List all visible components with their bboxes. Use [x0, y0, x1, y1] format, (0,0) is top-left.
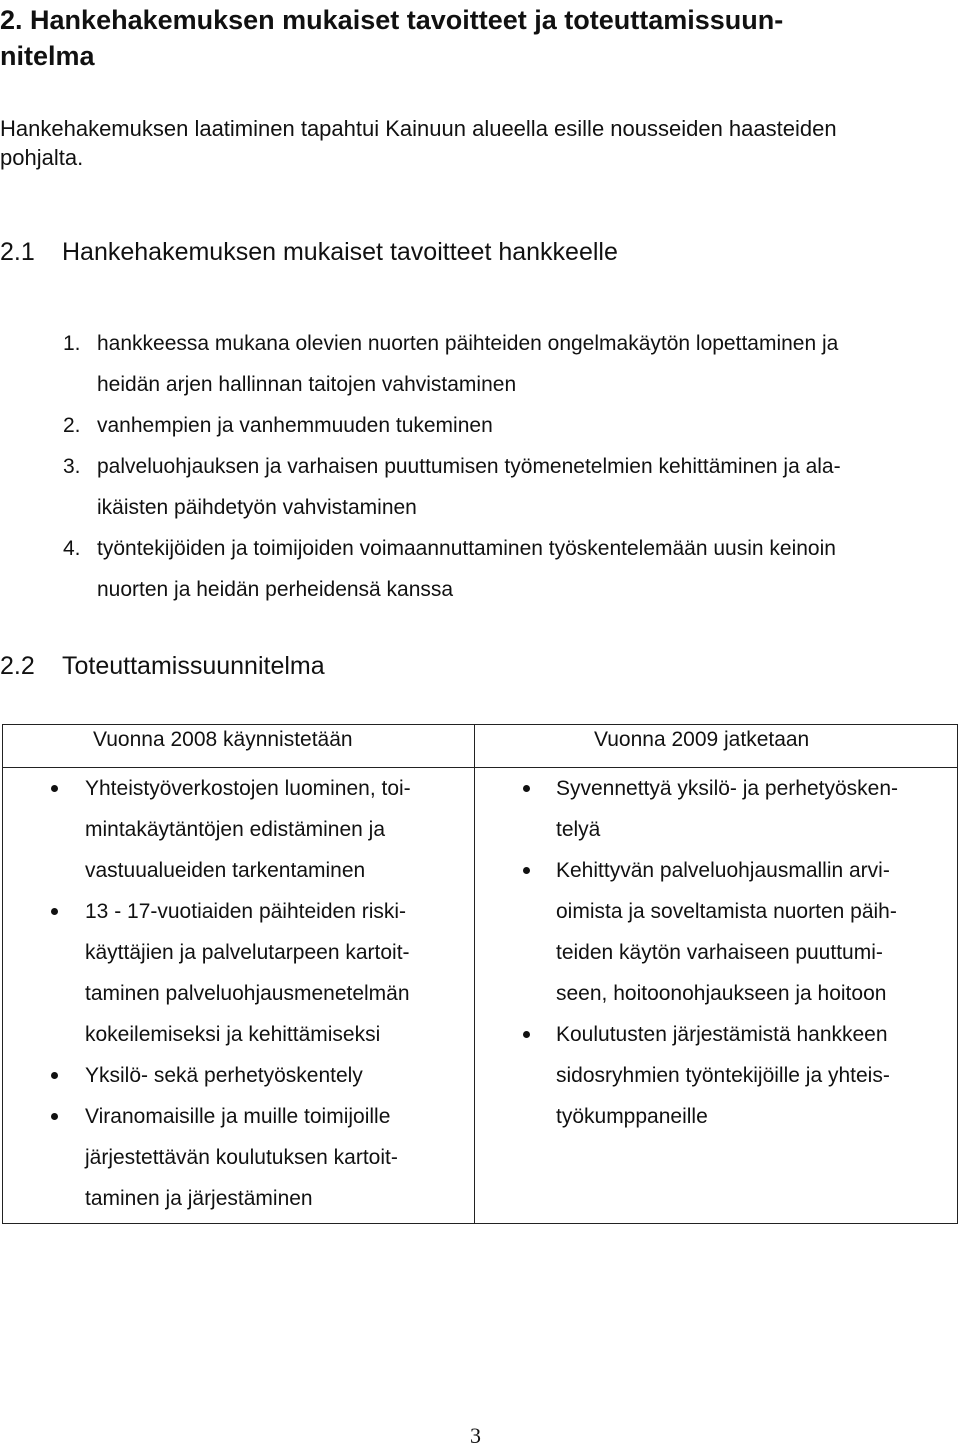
chapter-heading: [0, 2, 950, 74]
list-item-line: Viranomaisille ja muille toimijoille: [85, 1105, 391, 1128]
list-item-line: telyä: [556, 818, 601, 841]
list-item-line: Yksilö- sekä perhetyöskentely: [85, 1064, 363, 1087]
chapter-heading-line-1: [0, 2, 950, 38]
section-title-plan: Toteuttamissuunnitelma: [62, 652, 325, 680]
bullet-list-2008: [3, 768, 474, 1219]
intro-line-2: pohjalta.: [0, 145, 84, 170]
goal-number: 2.: [63, 414, 81, 437]
section-number-plan: 2.2: [0, 652, 35, 680]
list-item-line: työkumppaneille: [556, 1105, 708, 1128]
goal-line: työntekijöiden ja toimijoiden voimaannuttaminen työskentelemään uusin keinoin: [97, 537, 836, 560]
list-item-line: järjestettävän koulutuksen kartoit-: [85, 1146, 398, 1169]
list-item: [3, 768, 474, 891]
goal-number: 1.: [63, 332, 81, 355]
table-cell-2008: [3, 768, 475, 1224]
table-header-2008: Vuonna 2008 käynnistetään: [3, 725, 475, 768]
table-row: [3, 768, 958, 1224]
list-item-line: teiden käytön varhaiseen puuttumi-: [556, 941, 883, 964]
chapter-number: 2.: [0, 5, 23, 35]
list-item-line: Kehittyvän palveluohjausmallin arvi-: [556, 859, 890, 882]
chapter-title-part-1: Hankehakemuksen mukaiset tavoitteet ja toteuttamissuun-: [30, 5, 784, 35]
plan-table: [2, 724, 958, 1224]
goal-line: vanhempien ja vanhemmuuden tukeminen: [97, 414, 493, 437]
goal-line: palveluohjauksen ja varhaisen puuttumisen työmenetelmien kehittäminen ja ala-: [97, 455, 841, 478]
bullet-icon: [523, 1031, 530, 1038]
list-item-line: Yhteistyöverkostojen luominen, toi-: [85, 777, 411, 800]
bullet-list-2009: [475, 768, 957, 1137]
list-item-line: 13 - 17-vuotiaiden päihteiden riski-: [85, 900, 407, 923]
list-item: [475, 1014, 957, 1137]
intro-paragraph: [0, 114, 950, 172]
goal-item: [0, 446, 950, 528]
goal-line: nuorten ja heidän perheidensä kanssa: [97, 578, 454, 601]
list-item-line: oimista ja soveltamista nuorten päih-: [556, 900, 897, 923]
chapter-title-part-2: nitelma: [0, 41, 95, 71]
goals-list: [0, 323, 950, 610]
bullet-icon: [51, 1113, 58, 1120]
goal-line: ikäisten päihdetyön vahvistaminen: [97, 496, 417, 519]
list-item-line: seen, hoitoonohjaukseen ja hoitoon: [556, 982, 887, 1005]
intro-line-1: Hankehakemuksen laatiminen tapahtui Kainuun alueella esille nousseiden haasteiden: [0, 116, 837, 141]
page-number: 3: [470, 1423, 481, 1448]
bullet-icon: [523, 867, 530, 874]
list-item: [475, 850, 957, 1014]
section-heading-plan: [0, 651, 325, 681]
list-item: [475, 768, 957, 850]
goal-number: 4.: [63, 537, 81, 560]
list-item-line: Koulutusten järjestämistä hankkeen: [556, 1023, 888, 1046]
section-title-goals: Hankehakemuksen mukaiset tavoitteet hankkeelle: [62, 238, 618, 266]
section-number-goals: 2.1: [0, 238, 35, 266]
goal-line: heidän arjen hallinnan taitojen vahvistaminen: [97, 373, 517, 396]
list-item-line: taminen ja järjestäminen: [85, 1187, 313, 1210]
bullet-icon: [523, 785, 530, 792]
list-item-line: vastuualueiden tarkentaminen: [85, 859, 366, 882]
goal-item: [0, 528, 950, 610]
section-heading-goals: [0, 237, 618, 267]
list-item: [3, 891, 474, 1055]
list-item: [3, 1055, 474, 1096]
goal-number: 3.: [63, 455, 81, 478]
list-item-line: taminen palveluohjausmenetelmän: [85, 982, 410, 1005]
list-item-line: kokeilemiseksi ja kehittämiseksi: [85, 1023, 381, 1046]
bullet-icon: [51, 908, 58, 915]
goal-item: [0, 323, 950, 405]
goal-line: hankkeessa mukana olevien nuorten päihteiden ongelmakäytön lopettaminen ja: [97, 332, 839, 355]
table-header-row: [3, 725, 958, 768]
list-item-line: käyttäjien ja palvelutarpeen kartoit-: [85, 941, 410, 964]
list-item-line: mintakäytäntöjen edistäminen ja: [85, 818, 386, 841]
table-header-2009: Vuonna 2009 jatketaan: [475, 725, 958, 768]
bullet-icon: [51, 1072, 58, 1079]
list-item-line: sidosryhmien työntekijöille ja yhteis-: [556, 1064, 890, 1087]
list-item-line: Syvennettyä yksilö- ja perhetyösken-: [556, 777, 898, 800]
goal-item: [0, 405, 950, 446]
bullet-icon: [51, 785, 58, 792]
table-cell-2009: [475, 768, 958, 1224]
list-item: [3, 1096, 474, 1219]
